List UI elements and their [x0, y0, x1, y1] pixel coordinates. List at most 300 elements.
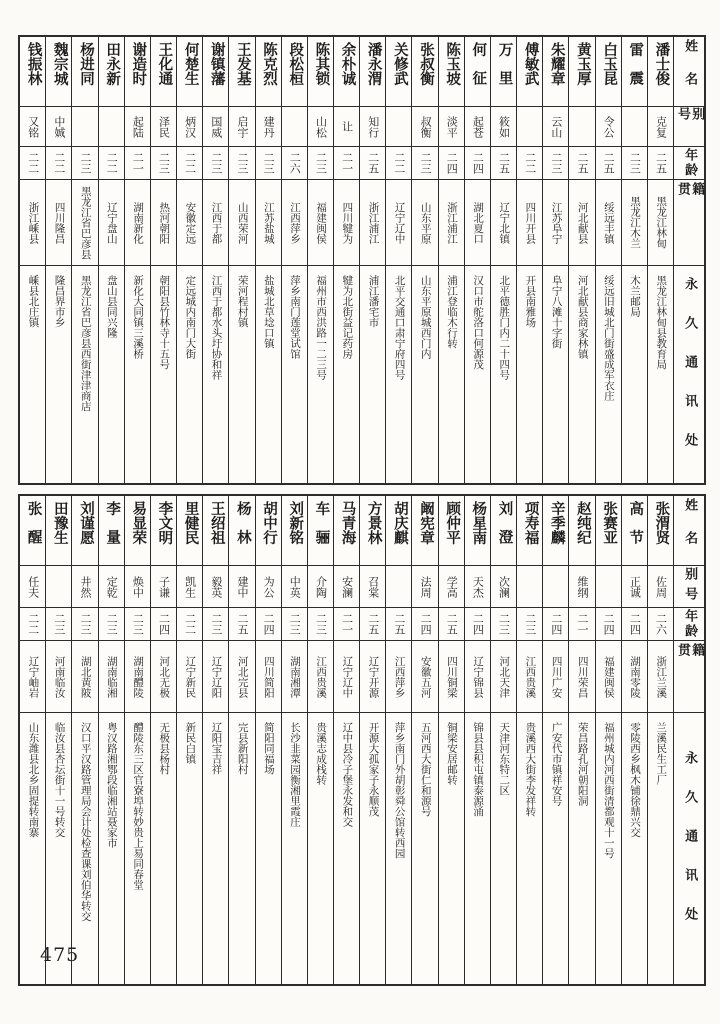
person-age: 二三 [79, 152, 93, 174]
person-age: 二三 [549, 152, 563, 174]
person-address: 北平交通口肃宁府四号 [393, 275, 406, 380]
person-alias: 筱如 [497, 115, 511, 138]
person-name: 顾仲平 [444, 501, 461, 545]
person-age: 二一 [340, 613, 354, 635]
person-age: 二二 [183, 152, 197, 174]
person-native: 浙江浦江 [445, 201, 458, 244]
person-name: 刘新铭 [287, 501, 304, 545]
person-address: 汉口平汉路管理局会计处检查课刘伯华转交 [79, 722, 92, 922]
person-column [647, 37, 673, 483]
person-age: 二三 [79, 613, 93, 635]
person-name: 里健民 [182, 501, 199, 545]
person-address: 盘山县同兴隆 [105, 275, 118, 338]
person-age: 二二 [52, 152, 66, 174]
person-age: 二四 [445, 152, 459, 174]
person-alias: 任夫 [26, 575, 40, 598]
person-native: 辽宁新民 [184, 655, 197, 698]
person-address: 木兰邮局 [629, 275, 642, 317]
person-age: 二五 [366, 152, 380, 174]
person-column [438, 496, 464, 984]
person-column [385, 496, 411, 984]
person-native: 江西贵溪 [524, 655, 537, 698]
person-native: 热河朝阳 [158, 201, 171, 244]
person-column [438, 37, 464, 483]
person-alias: 法周 [419, 575, 433, 598]
person-column [307, 496, 333, 984]
person-age: 二三 [157, 152, 171, 174]
person-address: 辽阳宝吉祥 [210, 722, 223, 775]
person-name: 高节 [627, 501, 644, 558]
person-alias: 凯生 [183, 575, 197, 598]
person-address: 简阳同福场 [262, 722, 275, 775]
person-name: 杨林 [234, 501, 251, 558]
person-native: 浙江浦江 [367, 201, 380, 244]
person-alias: 毅英 [209, 575, 223, 598]
person-address: 浦江潘宅市 [367, 275, 380, 328]
person-address: 零陵西乡枫木铺徐鼎兴交 [629, 722, 642, 838]
page-number: 475 [40, 944, 80, 966]
person-address: 开县南雅场 [524, 275, 537, 328]
person-native: 江苏盐城 [262, 201, 275, 244]
person-alias: 子谦 [157, 575, 171, 598]
person-column [385, 37, 411, 483]
person-age: 二三 [235, 152, 249, 174]
person-column [98, 37, 124, 483]
person-native: 黑龙江省巴彦县 [79, 185, 92, 260]
person-name: 雷震 [627, 42, 644, 99]
person-age: 二五 [576, 152, 589, 174]
person-address: 福州城内河西街清都观十一号 [602, 722, 615, 859]
person-column [281, 496, 307, 984]
person-column [411, 37, 437, 483]
person-name: 田豫生 [51, 501, 68, 545]
person-age: 二三 [52, 613, 66, 635]
person-address: 黑龙江林甸县教育局 [655, 275, 668, 370]
person-column [516, 496, 542, 984]
person-address: 黑龙江省巴彦县西街津津商店 [79, 275, 92, 412]
person-native: 河北无极 [158, 655, 171, 698]
person-native: 黑龙江林甸 [655, 196, 668, 249]
person-name: 关修武 [391, 42, 408, 86]
person-native: 山西荣河 [236, 201, 249, 244]
person-name: 潘永渭 [365, 42, 382, 86]
person-column [542, 37, 568, 483]
person-alias: 井然 [79, 575, 93, 598]
person-native: 辽宁辽阳 [210, 655, 223, 698]
person-age: 二三 [131, 613, 145, 635]
person-alias: 召棠 [366, 575, 380, 598]
person-age: 二四 [471, 152, 485, 174]
person-name: 田永新 [104, 42, 121, 86]
header-name-label: 姓名 [682, 38, 698, 105]
person-native: 河北天津 [498, 655, 511, 698]
person-age: 二三 [314, 152, 328, 174]
person-name: 马青海 [339, 501, 356, 545]
header-alias-label: 别号 [675, 107, 704, 127]
person-age: 二四 [262, 613, 276, 635]
person-name: 李量 [104, 501, 121, 558]
person-native: 湖北夏口 [472, 201, 485, 244]
person-address: 荣河程村镇 [236, 275, 249, 328]
person-column [333, 37, 359, 483]
person-name: 项寿福 [522, 501, 539, 545]
person-native: 绥远丰镇 [602, 201, 615, 244]
person-alias: 让 [340, 121, 354, 132]
person-address: 绥远旧城北门街盛成军衣庄 [602, 275, 615, 401]
person-name: 张叔衡 [417, 42, 434, 86]
person-address: 开源大孤家子永顺茂 [367, 722, 380, 817]
person-address: 阜宁八滩十字街 [550, 275, 563, 349]
person-column [45, 496, 71, 984]
person-column [595, 37, 621, 483]
person-column [45, 37, 71, 483]
person-age: 二三 [262, 152, 276, 174]
person-name: 胡中行 [261, 501, 278, 545]
person-name: 谢镇藩 [208, 42, 225, 86]
person-address: 河北献县商家林镇 [576, 275, 589, 359]
person-address: 广安代市镇祥安号 [550, 722, 563, 806]
person-column [20, 496, 45, 984]
person-native: 四川开县 [524, 201, 537, 244]
person-address: 北平德胜门内二十四号 [498, 275, 511, 380]
person-address: 汉口市舵洛口何源茂 [472, 275, 485, 370]
person-address: 锦县县积屯镇泰源涌 [472, 722, 485, 817]
person-address: 朝阳县竹林寺十五号 [158, 275, 171, 370]
person-native: 湖南醴陵 [132, 655, 145, 698]
person-address: 兰溪民生工厂 [655, 722, 668, 785]
person-address: 萍乡南门莲堂试馆 [289, 275, 301, 359]
person-native: 四川广安 [550, 655, 563, 698]
header-name-label: 姓名 [682, 497, 698, 564]
person-age: 二三 [314, 613, 328, 635]
person-name: 魏宗城 [51, 42, 68, 86]
person-alias: 令公 [602, 115, 616, 138]
person-column [595, 496, 621, 984]
person-native: 辽宁锦县 [472, 655, 485, 698]
person-age: 二五 [235, 613, 249, 635]
person-address: 犍为北街益记药房 [341, 275, 354, 359]
person-age: 二一 [340, 152, 354, 174]
person-address: 盐城北草埝口镇 [262, 275, 275, 349]
person-alias: 介陶 [314, 575, 328, 598]
person-age: 二六 [654, 613, 668, 635]
person-name: 杨星南 [470, 501, 487, 545]
person-native: 河北完县 [236, 655, 249, 698]
person-age: 二二 [26, 152, 40, 174]
person-native: 四川铜梁 [445, 655, 458, 698]
person-name: 何楚生 [182, 42, 199, 86]
person-column [359, 37, 385, 483]
person-age: 二五 [602, 152, 616, 174]
person-column [333, 496, 359, 984]
person-name: 王绍祖 [208, 501, 225, 545]
person-native: 辽宁盘山 [105, 201, 118, 244]
person-address: 无极县杨村 [158, 722, 171, 775]
person-name: 余朴诚 [339, 42, 356, 86]
person-native: 浙江兰溪 [655, 655, 668, 698]
person-age: 二二 [183, 613, 197, 635]
person-alias: 启宇 [235, 115, 249, 138]
person-name: 刘谨愿 [77, 501, 94, 545]
person-age: 二一 [576, 613, 589, 635]
person-alias: 建中 [235, 575, 249, 598]
person-age: 二五 [654, 152, 668, 174]
person-name: 钱振林 [25, 42, 42, 86]
person-age: 二三 [209, 613, 223, 635]
person-native: 湖南湘潭 [289, 655, 301, 698]
person-column [307, 37, 333, 483]
person-column [150, 37, 176, 483]
person-alias: 克复 [654, 115, 668, 138]
person-native: 福建闽侯 [602, 655, 615, 698]
header-alias-label: 别号 [682, 566, 698, 607]
person-native: 四川荣昌 [576, 655, 589, 698]
person-column [647, 496, 673, 984]
person-name: 赵纯纪 [574, 501, 591, 545]
person-alias: 学高 [445, 575, 459, 598]
person-age: 二四 [157, 613, 171, 635]
person-native: 辽宁岫岩 [27, 655, 40, 698]
person-address: 临汝县杏坛街十一号转交 [53, 722, 66, 838]
person-native: 江西于都 [210, 201, 223, 244]
header-column [673, 37, 704, 483]
person-column [202, 37, 228, 483]
person-alias: 正诚 [628, 575, 642, 598]
person-column [98, 496, 124, 984]
person-age: 二四 [471, 613, 485, 635]
person-age: 二四 [419, 613, 433, 635]
person-address: 福州市西洪路一二三号 [315, 275, 328, 380]
person-name: 张渭贤 [653, 501, 670, 545]
person-alias: 中英 [288, 575, 302, 598]
person-native: 安徽定远 [184, 201, 197, 244]
header-age-label: 年龄 [682, 148, 698, 178]
person-name: 陈克烈 [261, 42, 278, 86]
person-alias: 安澜 [340, 575, 354, 598]
person-column [124, 496, 150, 984]
person-age: 二一 [131, 152, 145, 174]
person-name: 张醒 [25, 501, 42, 558]
person-native: 湖南零陵 [629, 655, 642, 698]
person-alias: 云山 [549, 115, 563, 138]
person-address: 铜梁安居邮转 [445, 722, 458, 785]
person-column [621, 496, 647, 984]
person-alias: 又铭 [26, 115, 40, 138]
directory-table-top [18, 35, 706, 485]
person-alias: 炳汉 [183, 115, 197, 138]
person-column [464, 37, 490, 483]
person-alias: 维纲 [576, 575, 589, 598]
person-alias: 起陆 [131, 115, 145, 138]
person-alias: 佐周 [654, 575, 668, 598]
person-native: 湖北黄陂 [79, 655, 92, 698]
person-age: 二三 [419, 152, 433, 174]
header-contact-label: 永久通讯处 [682, 277, 698, 472]
person-name: 谢造时 [130, 42, 147, 86]
header-age-label: 年龄 [682, 609, 698, 639]
person-native: 安徽五河 [419, 655, 432, 698]
person-column [411, 496, 437, 984]
header-native-label: 籍贯 [675, 643, 704, 684]
person-address: 山东潍县北乡固提转南寨 [27, 722, 40, 838]
person-name: 潘士俊 [653, 42, 670, 86]
person-age: 二四 [628, 613, 642, 635]
person-address: 贵溪志成栈转 [315, 722, 328, 785]
person-name: 陈其锁 [313, 42, 330, 86]
person-alias: 泽民 [157, 115, 171, 138]
person-address: 完县新阳村 [236, 722, 249, 775]
person-native: 江苏阜宁 [550, 201, 563, 244]
person-address: 新化大同镇三溪桥 [132, 275, 145, 359]
person-column [490, 37, 516, 483]
person-column [568, 496, 594, 984]
person-column [176, 496, 202, 984]
person-age: 二二 [105, 152, 119, 174]
person-alias: 国威 [209, 115, 223, 138]
person-column [255, 37, 281, 483]
person-alias: 淡平 [445, 115, 459, 138]
person-column [281, 37, 307, 483]
person-column [568, 37, 594, 483]
person-column [359, 496, 385, 984]
person-alias: 建丹 [262, 115, 276, 138]
person-name: 万里 [496, 42, 513, 99]
person-address: 五河西大街仁和源号 [419, 722, 432, 817]
person-column [124, 37, 150, 483]
person-alias: 中娍 [52, 115, 66, 138]
person-native: 浙江嵊县 [27, 201, 40, 244]
person-name: 胡庆麒 [391, 501, 408, 545]
person-address: 长沙韭菜园衡湘里霞庄 [289, 722, 301, 827]
person-column [71, 37, 97, 483]
person-age: 二四 [549, 613, 563, 635]
person-alias: 次澜 [497, 575, 511, 598]
person-native: 福建闽侯 [315, 201, 328, 244]
person-age: 二三 [209, 152, 223, 174]
person-native: 黑龙江木兰 [629, 196, 642, 249]
person-column [20, 37, 45, 483]
person-name: 易显荣 [130, 501, 147, 545]
person-address: 粤汉路湘鄂段临湘站聂家市 [105, 722, 118, 848]
person-native: 山东平原 [419, 201, 432, 244]
person-native: 河南临汝 [53, 655, 66, 698]
person-column [150, 496, 176, 984]
person-native: 辽宁辽中 [393, 201, 406, 244]
person-alias: 叔衡 [419, 115, 433, 138]
person-address: 新民白镇 [184, 722, 197, 764]
person-alias: 为公 [262, 575, 276, 598]
person-native: 辽宁开源 [367, 655, 380, 698]
person-address: 萍乡南门外胡彰舜公馆转西园 [393, 722, 406, 859]
person-age: 二三 [105, 613, 119, 635]
person-age: 二五 [497, 152, 511, 174]
person-age: 二三 [628, 152, 642, 174]
person-age: 二三 [497, 613, 511, 635]
person-address: 江西于都水头圩协和祥 [210, 275, 223, 380]
person-alias: 山松 [314, 115, 328, 138]
person-name: 刘澄 [496, 501, 513, 558]
person-native: 四川犍为 [341, 201, 354, 244]
person-address: 隆昌界市乡 [53, 275, 66, 328]
person-name: 王化通 [156, 42, 173, 86]
person-alias: 起苍 [471, 115, 485, 138]
person-native: 四川隆昌 [53, 201, 66, 244]
person-address: 醴陵东三区官寮埠转妙贵上易同春堂 [132, 722, 145, 890]
person-name: 方景林 [365, 501, 382, 545]
person-name: 黄玉厚 [574, 42, 591, 86]
person-address: 定远城内南门大街 [184, 275, 197, 359]
person-name: 辛季麟 [548, 501, 565, 545]
directory-table-bottom [18, 494, 706, 986]
person-name: 张赛亚 [601, 501, 618, 545]
person-column [71, 496, 97, 984]
person-alias: 天杰 [471, 575, 485, 598]
person-address: 浦江登临木行转 [445, 275, 458, 349]
person-native: 辽宁辽中 [341, 655, 354, 698]
person-name: 白玉昆 [601, 42, 618, 86]
person-native: 河北献县 [576, 201, 589, 244]
person-name: 陈玉坡 [444, 42, 461, 86]
person-name: 李文明 [156, 501, 173, 545]
person-native: 四川简阳 [262, 655, 275, 698]
person-age: 二五 [392, 613, 406, 635]
person-age: 二五 [366, 613, 380, 635]
person-alias: 定乾 [105, 575, 119, 598]
person-column [542, 496, 568, 984]
person-column [464, 496, 490, 984]
person-column [621, 37, 647, 483]
person-age: 二二 [392, 152, 406, 174]
person-name: 何征 [470, 42, 487, 99]
person-column [516, 37, 542, 483]
person-native: 江西萍乡 [289, 201, 301, 244]
header-contact-label: 永久通讯处 [682, 751, 698, 946]
person-name: 朱耀章 [548, 42, 565, 86]
person-column [255, 496, 281, 984]
person-native: 江西贵溪 [315, 655, 328, 698]
person-column [228, 496, 254, 984]
person-address: 天津河东特二区 [498, 722, 511, 796]
person-age: 二五 [445, 613, 459, 635]
person-native: 辽宁北镇 [498, 201, 511, 244]
person-column [490, 496, 516, 984]
person-age: 二三 [288, 613, 302, 635]
person-age: 二二 [523, 152, 537, 174]
person-address: 辽中县冷子堡永发和交 [341, 722, 354, 827]
person-name: 段松桓 [287, 42, 304, 86]
person-native: 江西萍乡 [393, 655, 406, 698]
person-address: 贵溪西大街李发祥转 [524, 722, 537, 817]
person-alias: 知行 [366, 115, 380, 138]
person-native: 湖南新化 [132, 201, 145, 244]
person-name: 阚宪章 [417, 501, 434, 545]
person-name: 车骊 [313, 501, 330, 558]
person-name: 傅敏武 [522, 42, 539, 86]
person-address: 山东平原城西门内 [419, 275, 432, 359]
person-name: 杨进同 [77, 42, 94, 86]
person-age: 二六 [288, 152, 302, 174]
person-age: 二二 [26, 613, 40, 635]
person-name: 王发基 [234, 42, 251, 86]
person-age: 二三 [523, 613, 537, 635]
person-column [176, 37, 202, 483]
header-native-label: 籍贯 [675, 182, 704, 223]
person-address: 嵊县北庄镇 [27, 275, 40, 328]
person-column [202, 496, 228, 984]
person-address: 荣昌路孔河朝阳洞 [576, 722, 589, 806]
person-column [228, 37, 254, 483]
person-native: 湖南临湘 [105, 655, 118, 698]
